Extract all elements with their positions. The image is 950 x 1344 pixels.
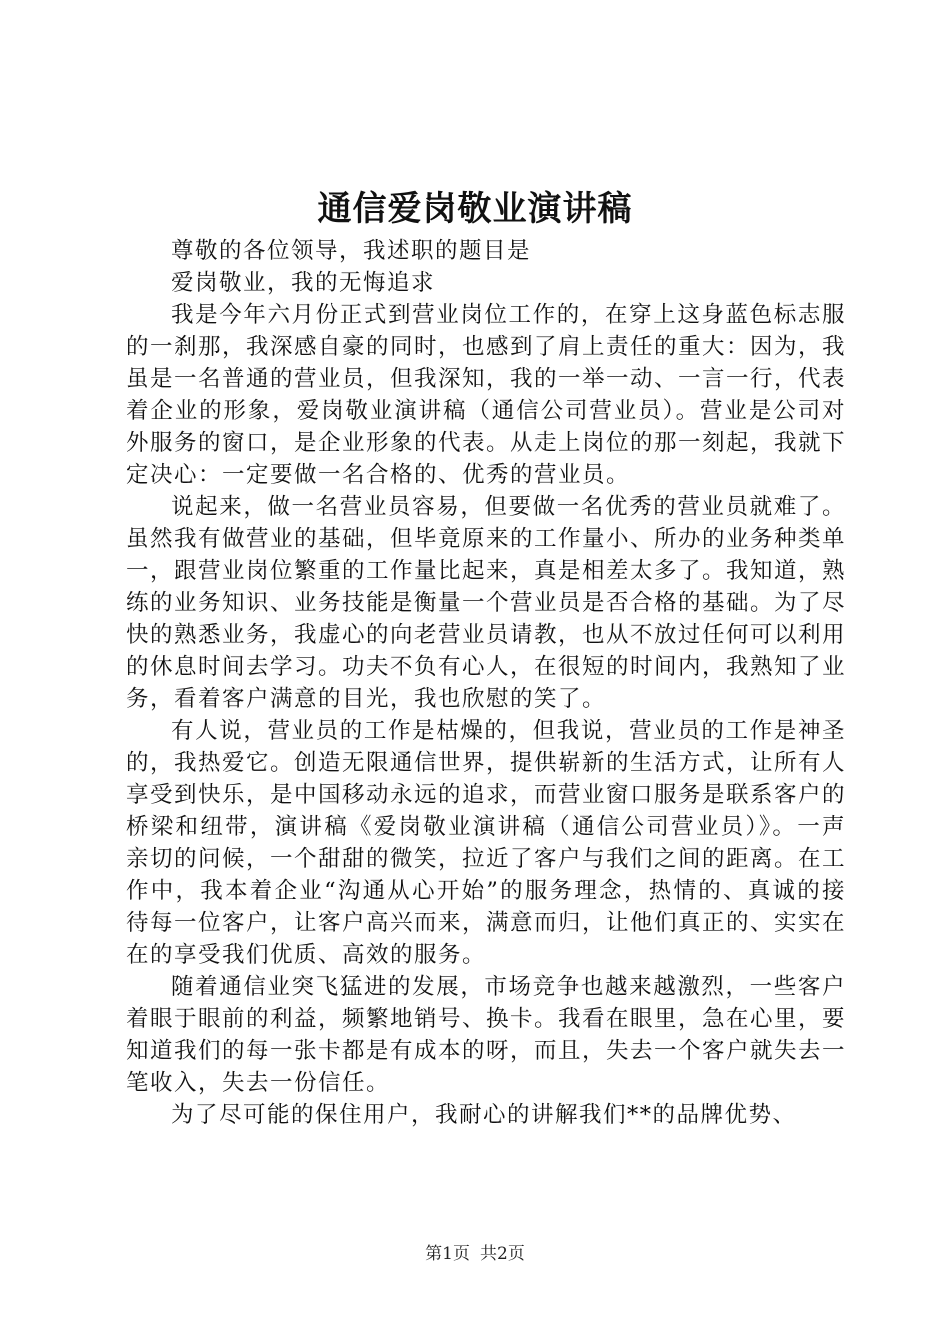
page-number: 第1页	[425, 1244, 470, 1264]
page-footer	[0, 1242, 950, 1266]
paragraph-2: 说起来，做一名营业员容易，但要做一名优秀的营业员就难了。虽然我有做营业的基础，但毕竟原来的工作量小、所办的业务种类单一，跟营业岗位繁重的工作量比起来，真是相差太多了。我知道，熟练的业务知识、业务技能是衡量一个营业员是否合格的基础。为了尽快的熟悉业务，我虚心的向老营业员请教，也从不放过任何可以利用的休息时间去学习。功夫不负有心人，在很短的时间内，我熟知了业务，看着客户满意的目光，我也欣慰的笑了。	[126, 494, 847, 712]
paragraph-5: 为了尽可能的保住用户，我耐心的讲解我们**的品牌优势、	[171, 1102, 797, 1128]
page-total: 共2页	[480, 1244, 525, 1264]
document-title: 通信爱岗敬业演讲稿	[317, 189, 633, 229]
paragraph-greeting: 尊敬的各位领导，我述职的题目是	[171, 238, 532, 264]
document-body	[126, 235, 846, 1131]
paragraph-3: 有人说，营业员的工作是枯燥的，但我说，营业员的工作是神圣的，我热爱它。创造无限通信世界，提供崭新的生活方式，让所有人享受到快乐，是中国移动永远的追求，而营业窗口服务是联系客户的桥梁和纽带，演讲稿《爱岗敬业演讲稿（通信公司营业员）》。一声亲切的问候，一个甜甜的微笑，拉近了客户与我们之间的距离。在工作中，我本着企业“沟通从心开始”的服务理念，热情的、真诚的接待每一位客户，让客户高兴而来，满意而归，让他们真正的、实实在在的享受我们优质、高效的服务。	[126, 718, 847, 968]
paragraph-4: 随着通信业突飞猛进的发展，市场竞争也越来越激烈，一些客户着眼于眼前的利益，频繁地销号、换卡。我看在眼里，急在心里，要知道我们的每一张卡都是有成本的呀，而且，失去一个客户就失去一笔收入，失去一份信任。	[126, 974, 847, 1096]
paragraph-1: 我是今年六月份正式到营业岗位工作的，在穿上这身蓝色标志服的一刹那，我深感自豪的同时，也感到了肩上责任的重大：因为，我虽是一名普通的营业员，但我深知，我的一举一动、一言一行，代表着企业的形象，爱岗敬业演讲稿（通信公司营业员）。营业是公司对外服务的窗口，是企业形象的代表。从走上岗位的那一刻起，我就下定决心：一定要做一名合格的、优秀的营业员。	[126, 302, 847, 488]
paragraph-topic: 爱岗敬业，我的无悔追求	[171, 270, 436, 296]
